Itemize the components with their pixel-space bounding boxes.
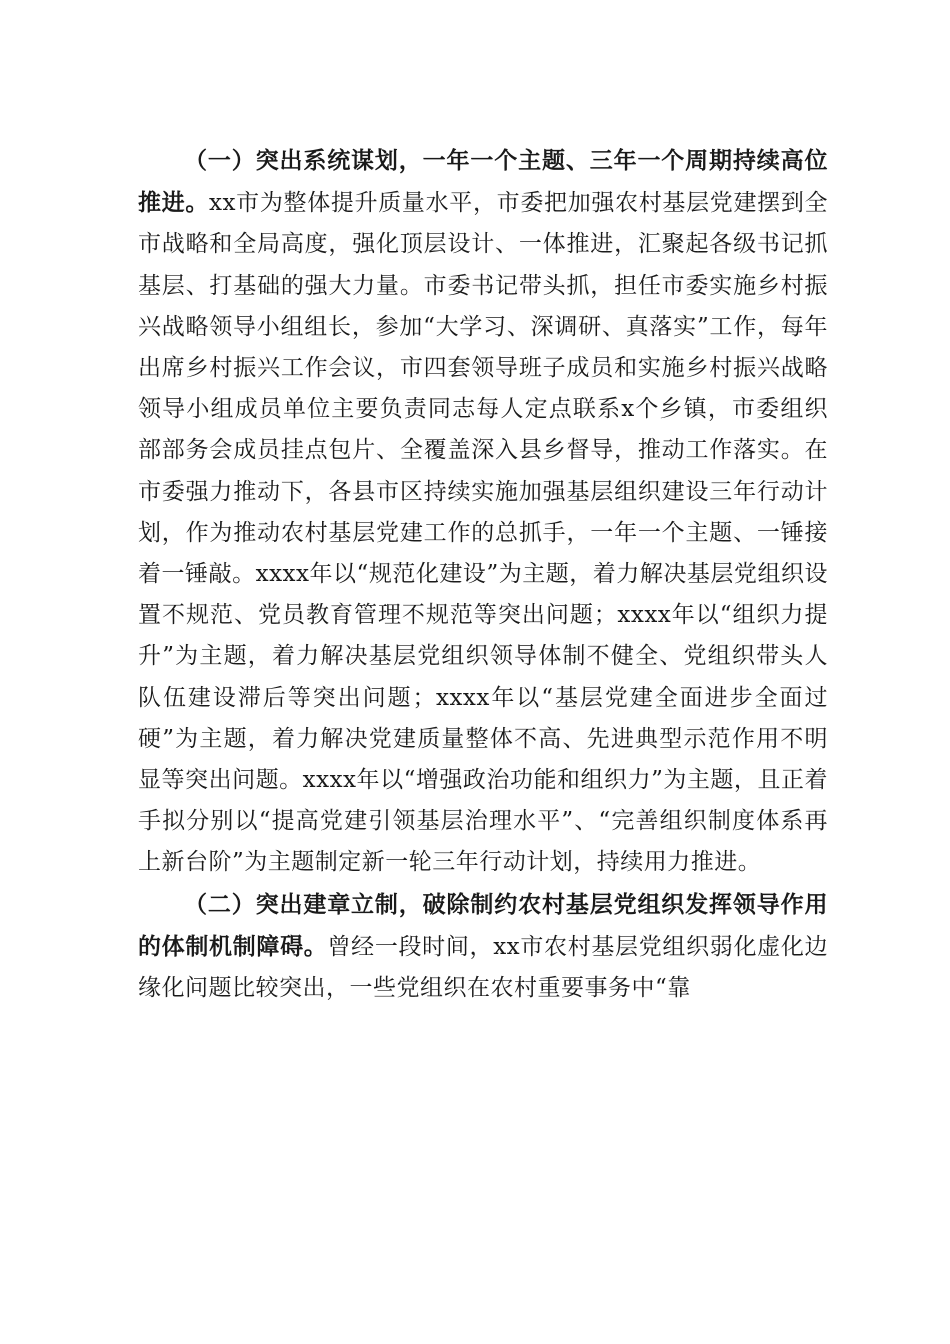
paragraph-1-text: xx市为整体提升质量水平，市委把加强农村基层党建摆到全市战略和全局高度，强化顶层设计、一体推进，汇聚起各级书记抓基层、打基础的强大力量。市委书记带头抓，担任市委实施乡村振兴战略领导小组组长，参加“大学习、深调研、真落实”工作，每年出席乡村振兴工作会议，市四套领导班子成员和实施乡村振兴战略领导小组成员单位主要负责同志每人定点联系x个乡镇，市委组织部部务会成员挂点包片、全覆盖深入县乡督导，推动工作落实。在市委强力推动下，各县市区持续实施加强基层组织建设三年行动计划，作为推动农村基层党建工作的总抓手，一年一个主题、一锤接着一锤敲。xxxx年以“规范化建设”为主题，着力解决基层党组织设置不规范、党员教育管理不规范等突出问题；xxxx年以“组织力提升”为主题，着力解决基层党组织领导体制不健全、党组织带头人队伍建设滞后等突出问题；xxxx年以“基层党建全面进步全面过硬”为主题，着力解决党建质量整体不高、先进典型示范作用不明显等突出问题。xxxx年以“增强政治功能和组织力”为主题，且正着手拟分别以“提高党建引领基层治理水平”、“完善组织制度体系再上新台阶”为主题制定新一轮三年行动计划，持续用力推进。 xyxy=(138,190,828,876)
paragraph-2-heading: （二）突出建章立制，破除制约农村基层党组织发挥领导作用的体制机制障碍。 xyxy=(138,890,828,960)
paragraph-1-heading: （一）突出系统谋划，一年一个主题、三年一个周期持续高位推进。 xyxy=(138,147,828,217)
paragraph-2-text: 曾经一段时间，xx市农村基层党组织弱化虚化边缘化问题比较突出，一些党组织在农村重要事务中“靠 xyxy=(138,933,829,1002)
document-body xyxy=(138,140,828,1009)
paragraph-1 xyxy=(138,140,828,884)
paragraph-2 xyxy=(138,884,828,1010)
